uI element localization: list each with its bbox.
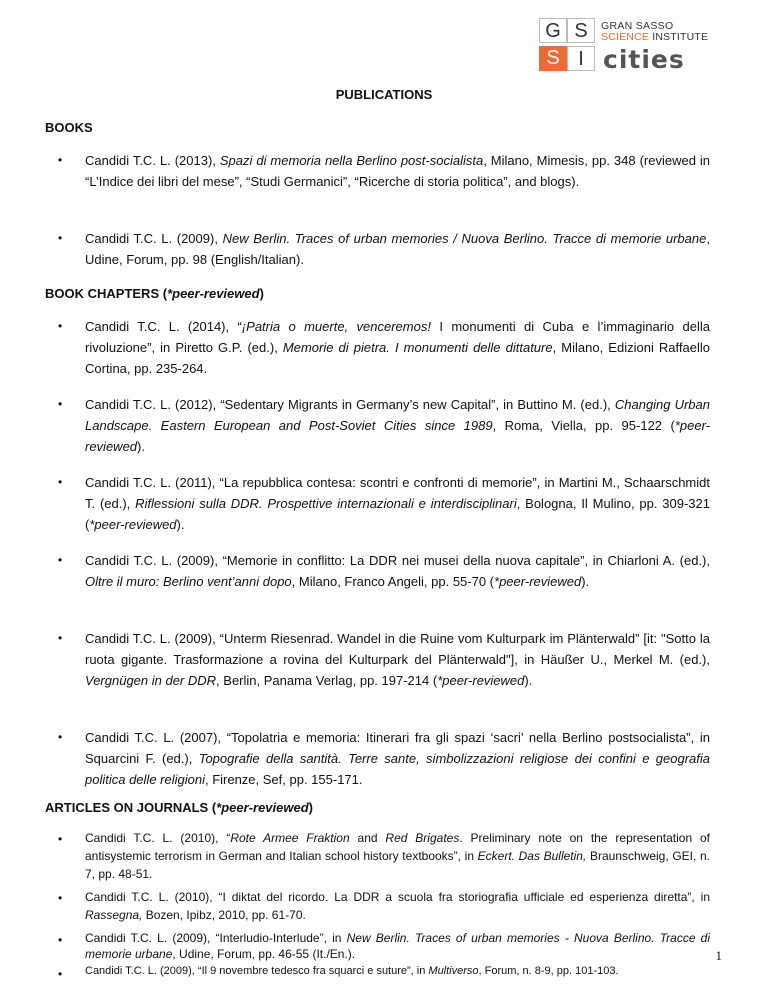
list-item-chapter-5 [45, 628, 723, 691]
section-heading-articles: ARTICLES ON JOURNALS (*peer-reviewed) [45, 800, 314, 815]
list-item-chapter-2 [45, 394, 723, 457]
bullet: • [58, 730, 63, 744]
bullet: • [58, 553, 63, 567]
article-citation: Candidi T.C. L. (2010), “I diktat del ricordo. La DDR a scuola fra storiografia ufficiale ed esperienza diretta”, in Rassegna, Bozen, Ipibz, 2010, pp. 61-70. [85, 890, 710, 922]
chapter-citation: Candidi T.C. L. (2011), “La repubblica contesa: scontri e confronti di memorie”, in Martini M., Schaarschmidt T. (ed.), Riflessioni sulla DDR. Prospettive internazionali e interdisciplinari, Bologna, Il Mulino, pp. 309-321 (*peer-reviewed). [85, 475, 710, 532]
logo-text-cities: cities [603, 45, 685, 74]
bullet: • [58, 832, 63, 846]
list-item-chapter-4 [45, 550, 723, 592]
list-item-book-2 [45, 228, 723, 270]
list-item-article-3 [45, 930, 723, 962]
section-heading-book-chapters: BOOK CHAPTERS (*peer-reviewed) [45, 286, 264, 301]
page-number: 1 [715, 948, 722, 963]
logo-letter-g: G [539, 18, 567, 43]
bullet: • [58, 231, 63, 245]
article-citation: Candidi T.C. L. (2009), “Interludio-Interlude”, in New Berlin. Traces of urban memories - Nuova Berlino. Tracce di memorie urbane, Udine, Forum, pp. 46-55 (It./En.). [85, 931, 710, 961]
bullet: • [58, 475, 63, 489]
article-citation: Candidi T.C. L. (2010), “Rote Armee Fraktion and Red Brigates. Preliminary note on the representation of antisystemic terrorism in German and Italian school history textbooks”, in Eckert. Das Bulletin, Braunschweig, GEI, n. 7, pp. 48-51. [85, 831, 710, 881]
bullet: • [58, 319, 63, 333]
book-citation: Candidi T.C. L. (2009), New Berlin. Traces of urban memories / Nuova Berlino. Tracce di memorie urbane, Udine, Forum, pp. 98 (English/Italian). [85, 231, 710, 267]
logo-text-gran-sasso: GRAN SASSO [601, 20, 674, 32]
section-heading-books: BOOKS [45, 120, 93, 135]
list-item-chapter-1 [45, 316, 723, 379]
list-item-article-1 [45, 829, 723, 883]
chapter-citation: Candidi T.C. L. (2012), “Sedentary Migrants in Germany’s new Capital”, in Buttino M. (ed.), Changing Urban Landscape. Eastern European and Post-Soviet Cities since 1989, Roma, Viella, pp. 95-122 (*peer-reviewed). [85, 397, 711, 454]
logo-letter-i: I [567, 46, 595, 71]
article-citation: Candidi T.C. L. (2009), “Il 9 novembre tedesco fra squarci e suture”, in Multiverso, Forum, n. 8-9, pp. 101-103. [85, 965, 619, 977]
list-item-chapter-6 [45, 727, 723, 790]
logo-letter-s: S [567, 18, 595, 43]
bullet: • [58, 933, 63, 947]
chapter-citation: Candidi T.C. L. (2007), “Topolatria e memoria: Itinerari fra gli spazi ‘sacri’ nella Berlino postsocialista”, in Squarcini F. (ed.), Topografie della santità. Terre sante, simbolizzazioni religiose dei confini e geografia politica delle religioni, Firenze, Sef, pp. 155-171. [85, 730, 710, 787]
page-title: PUBLICATIONS [335, 87, 433, 102]
logo-text-science-institute: SCIENCE INSTITUTE [601, 31, 709, 43]
chapter-citation: Candidi T.C. L. (2014), “¡Patria o muerte, venceremos! I monumenti di Cuba e l’immaginario della rivoluzione”, in Piretto G.P. (ed.), Memorie di pietra. I monumenti delle dittature, Milano, Edizioni Raffaello Cortina, pp. 235-264. [85, 319, 710, 376]
bullet: • [58, 891, 63, 905]
chapter-citation: Candidi T.C. L. (2009), “Unterm Riesenrad. Wandel in die Ruine vom Kulturpark im Plänterwald” [it: "Sotto la ruota gigante. Trasformazione a rovina del Kulturpark del Plänterwald"], in Häußer U., Merkel M. (ed.), Vergnügen in der DDR, Berlin, Panama Verlag, pp. 197-214 (*peer-reviewed). [85, 631, 710, 688]
logo-letter-s-orange: S [539, 46, 567, 71]
bullet: • [58, 153, 63, 167]
bullet: • [58, 397, 63, 411]
list-item-article-2 [45, 888, 723, 924]
bullet: • [58, 631, 63, 645]
book-citation: Candidi T.C. L. (2013), Spazi di memoria nella Berlino post-socialista, Milano, Mimesis, pp. 348 (reviewed in “L’Indice dei libri del mese”, “Studi Germanici”, “Ricerche di storia politica”, and blogs). [85, 153, 711, 189]
bullet: • [58, 967, 63, 981]
list-item-book-1 [45, 150, 723, 192]
list-item-article-4 [45, 964, 723, 981]
list-item-chapter-3 [45, 472, 723, 535]
gssi-logo [539, 18, 717, 74]
chapter-citation: Candidi T.C. L. (2009), “Memorie in conflitto: La DDR nei musei della nuova capitale”, in Chiarloni A. (ed.), Oltre il muro: Berlino vent’anni dopo, Milano, Franco Angeli, pp. 55-70 (*peer-reviewed). [85, 553, 710, 589]
